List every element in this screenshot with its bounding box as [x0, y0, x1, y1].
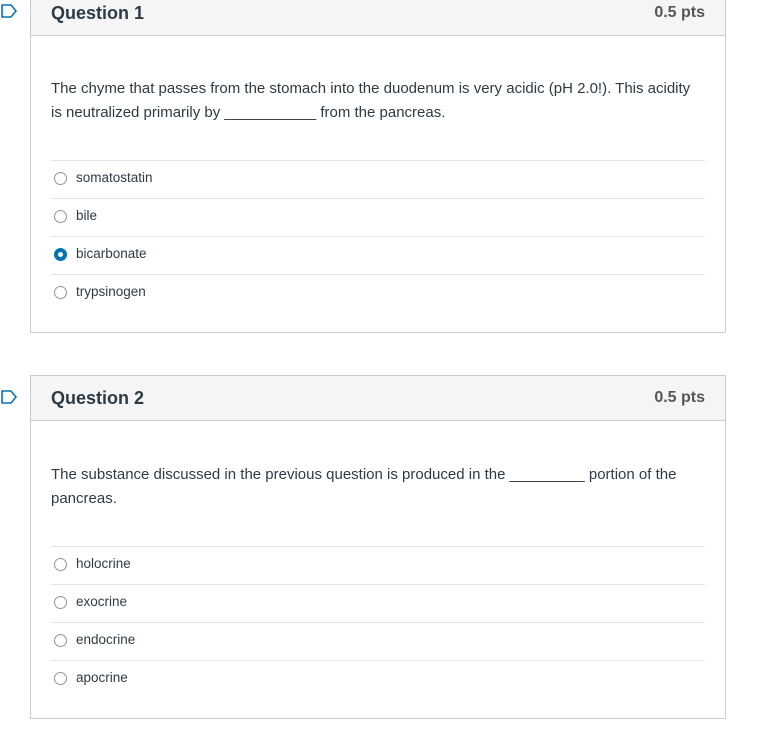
answer-radio[interactable] [54, 172, 67, 185]
answer-option[interactable] [51, 236, 705, 274]
answer-radio[interactable] [54, 596, 67, 609]
question-text: The chyme that passes from the stomach into the duodenum is very acidic (pH 2.0!). This acidity is neutralized primarily by ___________ from the pancreas. [51, 80, 691, 121]
answer-label[interactable]: apocrine [76, 670, 128, 685]
answer-label[interactable]: somatostatin [76, 170, 153, 185]
answer-label[interactable]: bile [76, 208, 98, 223]
answer-radio[interactable] [54, 210, 67, 223]
answer-label[interactable]: holocrine [76, 556, 131, 571]
question-header [31, 0, 725, 36]
answer-option[interactable] [51, 274, 705, 312]
flag-question-icon[interactable] [1, 390, 17, 404]
answer-radio[interactable] [54, 672, 67, 685]
question-points: 0.5 pts [654, 4, 705, 21]
question-header [31, 376, 725, 421]
answer-radio[interactable] [54, 634, 67, 647]
question-card-2 [30, 375, 726, 719]
answer-label[interactable]: bicarbonate [76, 246, 147, 261]
answer-option[interactable] [51, 546, 705, 584]
answer-radio[interactable] [54, 558, 67, 571]
question-title: Question 2 [51, 388, 145, 408]
answer-label[interactable]: trypsinogen [76, 284, 146, 299]
answer-option[interactable] [51, 198, 705, 236]
answer-option[interactable] [51, 622, 705, 660]
answer-list [51, 546, 705, 698]
question-points: 0.5 pts [654, 389, 705, 406]
question-text: The substance discussed in the previous question is produced in the _________ portion of the pancreas. [51, 466, 677, 507]
question-title: Question 1 [51, 3, 145, 23]
answer-radio[interactable] [54, 286, 67, 299]
question-card-1 [30, 0, 726, 333]
answer-option[interactable] [51, 584, 705, 622]
answer-option[interactable] [51, 160, 705, 198]
flag-question-icon[interactable] [1, 4, 17, 18]
answer-radio-selected[interactable] [54, 248, 67, 261]
answer-label[interactable]: endocrine [76, 632, 136, 647]
answer-label[interactable]: exocrine [76, 594, 128, 609]
answer-option[interactable] [51, 660, 705, 698]
answer-list [51, 160, 705, 312]
